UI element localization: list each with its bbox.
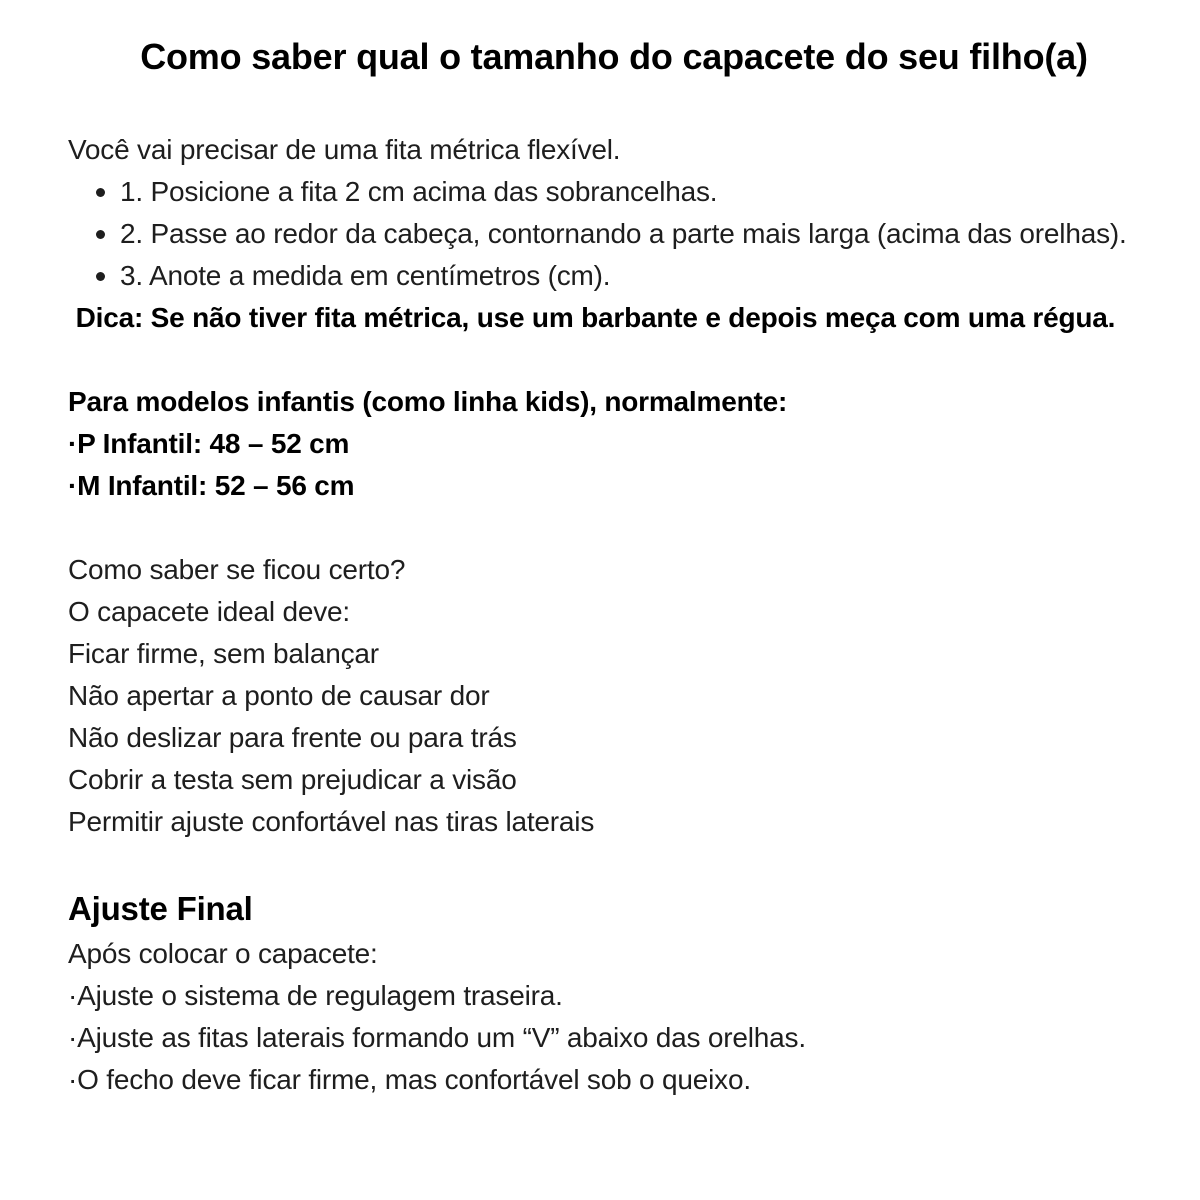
intro-line: Você vai precisar de uma fita métrica flexível. bbox=[68, 134, 621, 165]
step-text: 1. Posicione a fita 2 cm acima das sobrancelhas. bbox=[120, 176, 718, 207]
fit-check-line: Cobrir a testa sem prejudicar a visão bbox=[68, 764, 517, 795]
step-item bbox=[68, 171, 1160, 213]
final-list bbox=[68, 933, 1160, 1101]
final-section-heading: Ajuste Final bbox=[68, 890, 253, 927]
final-line: Após colocar o capacete: bbox=[68, 938, 378, 969]
final-line: ·O fecho deve ficar firme, mas confortável sob o queixo. bbox=[68, 1064, 751, 1095]
blank-line bbox=[68, 507, 1160, 549]
final-line: ·Ajuste as fitas laterais formando um “V” abaixo das orelhas. bbox=[68, 1022, 806, 1053]
size-line: ·P Infantil: 48 – 52 cm bbox=[68, 428, 350, 459]
blank-line bbox=[68, 843, 1160, 885]
fit-check-line: O capacete ideal deve: bbox=[68, 596, 351, 627]
final-line: ·Ajuste o sistema de regulagem traseira. bbox=[68, 980, 563, 1011]
fit-check-list bbox=[68, 549, 1160, 843]
fit-check-line: Não apertar a ponto de causar dor bbox=[68, 680, 490, 711]
bullet-icon bbox=[68, 255, 120, 297]
size-line: ·M Infantil: 52 – 56 cm bbox=[68, 470, 355, 501]
step-text: 2. Passe ao redor da cabeça, contornando a parte mais larga (acima das orelhas). bbox=[120, 218, 1127, 249]
step-item bbox=[68, 255, 1160, 297]
blank-line bbox=[68, 339, 1160, 381]
fit-check-line: Como saber se ficou certo? bbox=[68, 554, 406, 585]
bullet-icon bbox=[68, 171, 120, 213]
step-item bbox=[68, 213, 1160, 255]
bullet-icon bbox=[68, 213, 120, 255]
tip-line: Dica: Se não tiver fita métrica, use um barbante e depois meça com uma régua. bbox=[68, 302, 1116, 333]
step-text: 3. Anote a medida em centímetros (cm). bbox=[120, 260, 611, 291]
fit-check-line: Não deslizar para frente ou para trás bbox=[68, 722, 517, 753]
page-title: Como saber qual o tamanho do capacete do seu filho(a) bbox=[140, 36, 1088, 77]
steps-list bbox=[68, 171, 1160, 297]
sizes-heading: Para modelos infantis (como linha kids), normalmente: bbox=[68, 386, 788, 417]
fit-check-line: Permitir ajuste confortável nas tiras laterais bbox=[68, 806, 595, 837]
fit-check-line: Ficar firme, sem balançar bbox=[68, 638, 379, 669]
